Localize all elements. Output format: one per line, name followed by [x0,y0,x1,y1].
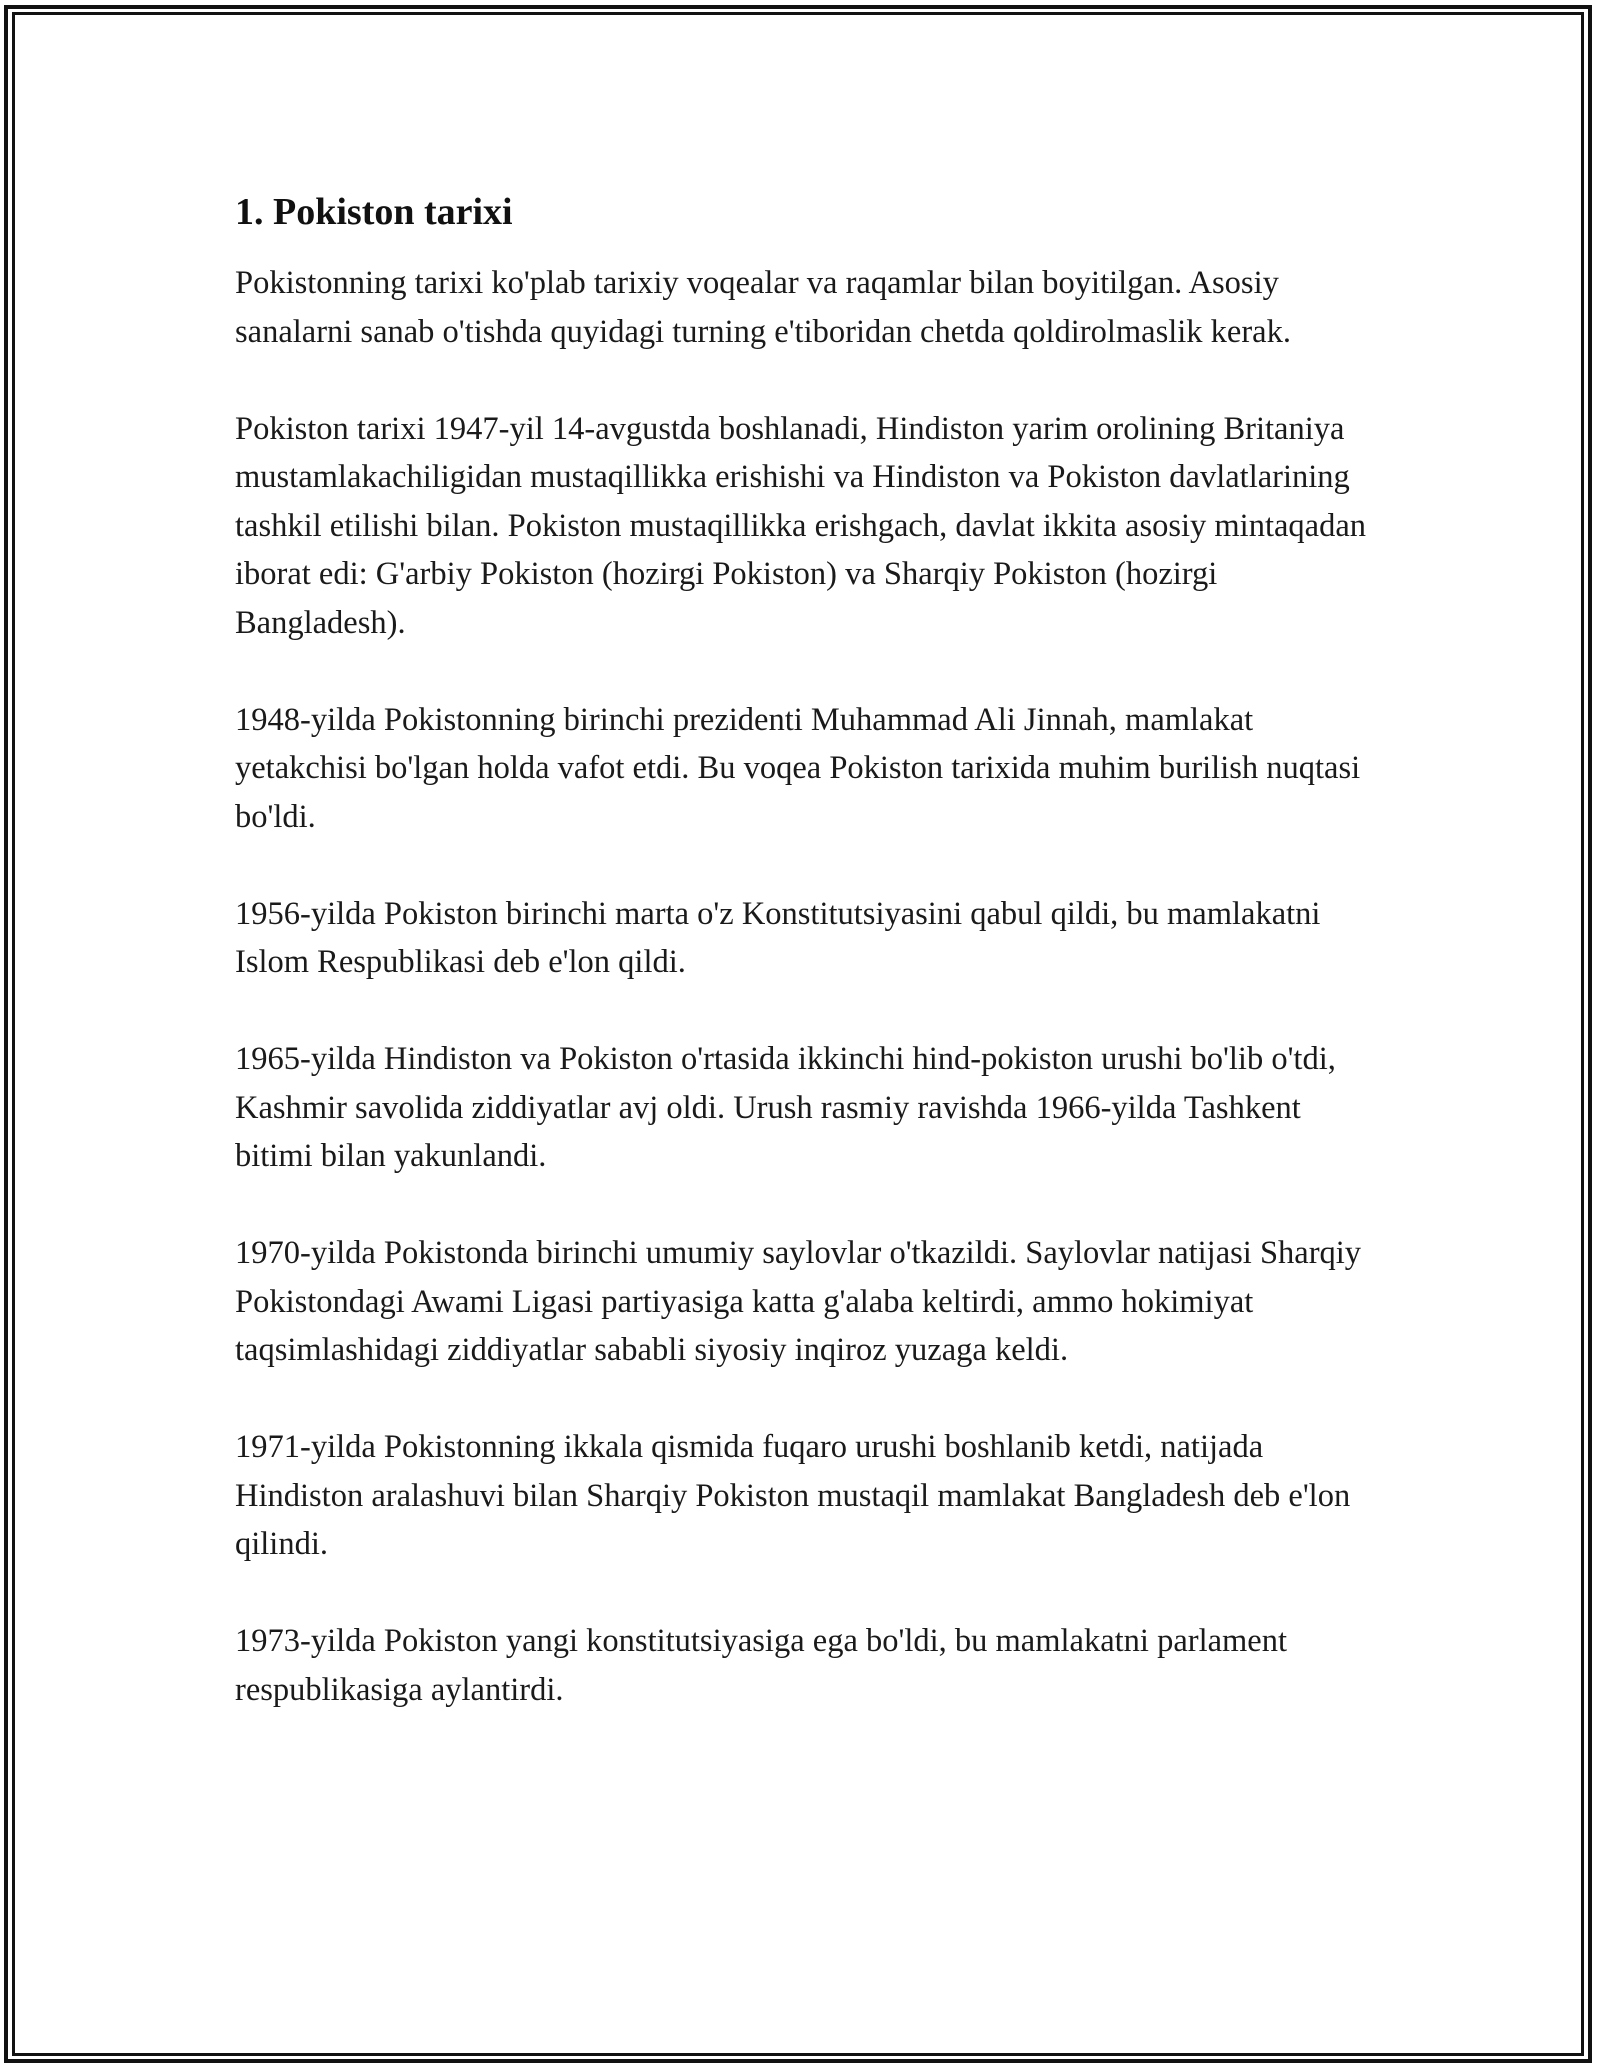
paragraph-intro: Pokistonning tarixi ko'plab tarixiy voqealar va raqamlar bilan boyitilgan. Asosiy sanalarni sanab o'tishda quyidagi turning e'tiboridan chetda qoldirolmaslik kerak. [235,265,1291,350]
paragraph-1973: 1973-yilda Pokiston yangi konstitutsiyasiga ega bo'ldi, bu mamlakatni parlament respublikasiga aylantirdi. [235,1623,1288,1708]
document-body [235,186,1380,1763]
paragraph-1965: 1965-yilda Hindiston va Pokiston o'rtasida ikkinchi hind-pokiston urushi bo'lib o'tdi, Kashmir savolida ziddiyatlar avj oldi. Urush rasmiy ravishda 1966-yilda Tashkent bitimi bilan yakunlandi. [235,1041,1336,1174]
paragraph-1971: 1971-yilda Pokistonning ikkala qismida fuqaro urushi boshlanib ketdi, natijada Hindiston aralashuvi bilan Sharqiy Pokiston mustaqil mamlakat Bangladesh deb e'lon qilindi. [235,1429,1351,1562]
paragraph-1956: 1956-yilda Pokiston birinchi marta o'z Konstitutsiyasini qabul qildi, bu mamlakatni Islom Respublikasi deb e'lon qildi. [235,895,1321,980]
section-heading: 1. Pokiston tarixi [235,191,513,233]
paragraph-1948: 1948-yilda Pokistonning birinchi prezidenti Muhammad Ali Jinnah, mamlakat yetakchisi bo'lgan holda vafot etdi. Bu voqea Pokiston tarixida muhim burilish nuqtasi bo'ldi. [235,701,1361,835]
paragraph-1970: 1970-yilda Pokistonda birinchi umumiy saylovlar o'tkazildi. Saylovlar natijasi Sharqiy Pokistondagi Awami Ligasi partiyasiga katta g'alaba keltirdi, ammo hokimiyat taqsimlashidagi ziddiyatlar sababli siyosiy inqiroz yuzaga keldi. [235,1235,1362,1368]
paragraph-1947: Pokiston tarixi 1947-yil 14-avgustda boshlanadi, Hindiston yarim orolining Britaniya mustamlakachiligidan mustaqillikka erishishi va Hindiston va Pokiston davlatlarining tashkil etilishi bilan. Pokiston mustaqillikka erishgach, davlat ikkita asosiy mintaqadan iborat edi: G'arbiy Pokiston (hozirgi Pokiston) va Sharqiy Pokiston (hozirgi Bangladesh). [235,410,1367,641]
